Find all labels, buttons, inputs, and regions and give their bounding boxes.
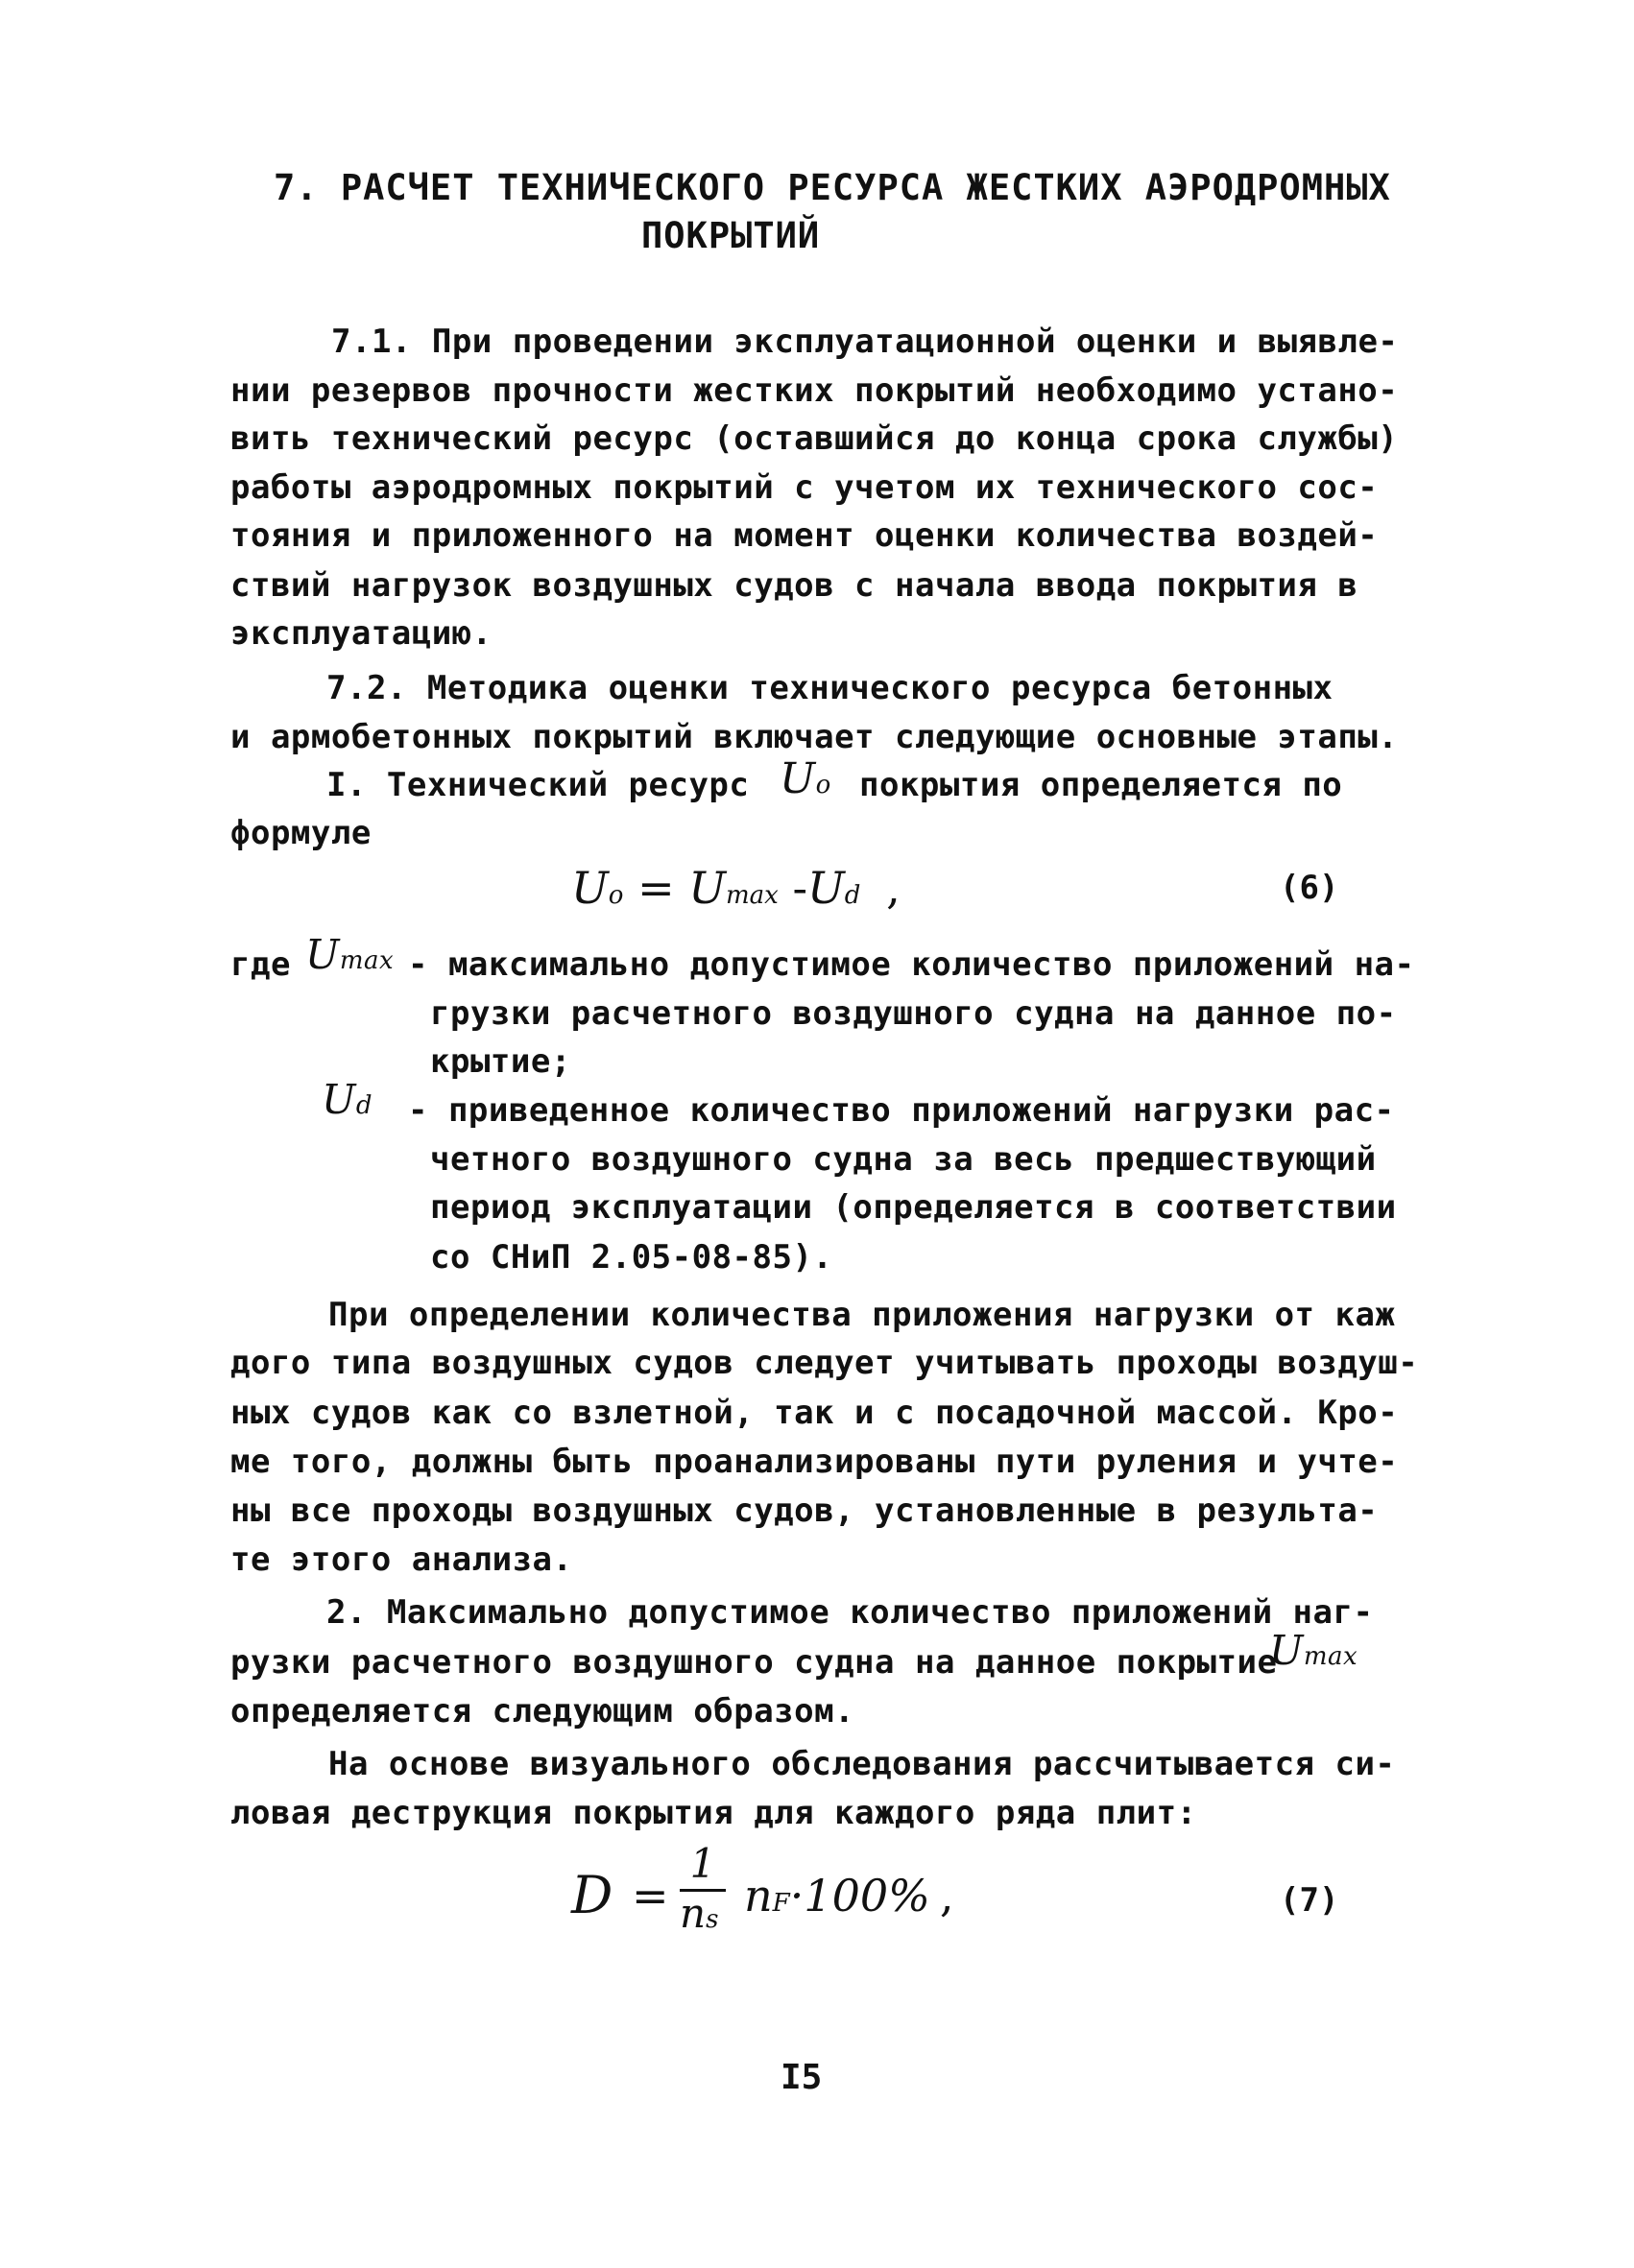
- definition-line: крытие;: [430, 1042, 571, 1081]
- definition-line: период эксплуатации (определяется в соответствии: [430, 1188, 1397, 1227]
- definition-line: - приведенное количество приложений нагрузки рас-: [408, 1091, 1395, 1130]
- paragraph-line: эксплуатацию.: [230, 614, 493, 653]
- where-lead: где: [230, 945, 291, 984]
- equation-6-number: (6): [1280, 869, 1339, 907]
- paragraph-line: 7.2. Методика оценки технического ресурса бетонных: [326, 669, 1334, 707]
- paragraph-line: 7.1. При проведении эксплуатационной оценки и выявле-: [331, 322, 1399, 361]
- paragraph-line: дого типа воздушных судов следует учитывать проходы воздуш-: [230, 1344, 1419, 1382]
- paragraph-line: те этого анализа.: [230, 1540, 573, 1579]
- page-number: I5: [781, 2058, 823, 2097]
- symbol-u-d: Ud: [322, 1076, 373, 1123]
- paragraph-line: вить технический ресурс (оставшийся до конца срока службы): [230, 419, 1399, 458]
- equation-7-equals: =: [632, 1870, 669, 1922]
- fraction-numerator: 1: [689, 1840, 716, 1887]
- symbol-u-max: Umax: [305, 931, 395, 978]
- equation-7-rhs: nF·100% ,: [744, 1870, 954, 1922]
- paragraph-line: тояния и приложенного на момент оценки количества воздей-: [230, 516, 1379, 555]
- symbol-u-o: Uo: [780, 754, 831, 803]
- paragraph-line: При определении количества приложения нагрузки от каж: [328, 1296, 1396, 1334]
- step-2-line3: определяется следующим образом.: [230, 1692, 855, 1731]
- definition-line: - максимально допустимое количество приложений на-: [408, 945, 1415, 984]
- symbol-u-max: Umax: [1269, 1627, 1358, 1674]
- equation-7-number: (7): [1280, 1881, 1339, 1920]
- equation-7-lhs: D: [571, 1865, 613, 1925]
- equation-6-expression: Uo = Umax -Ud ,: [571, 862, 901, 914]
- paragraph-line: ловая деструкция покрытия для каждого ряда плит:: [230, 1794, 1197, 1832]
- step-1-line2: формуле: [230, 814, 372, 852]
- definition-line: грузки расчетного воздушного судна на данное по-: [430, 994, 1397, 1033]
- step-2-line1: 2. Максимально допустимое количество приложений наг-: [326, 1593, 1374, 1632]
- paragraph-line: работы аэродромных покрытий с учетом их технического сос-: [230, 468, 1379, 507]
- step-1-text-before: I. Технический ресурс: [326, 766, 750, 804]
- section-title-line2: ПОКРЫТИЙ: [641, 215, 821, 256]
- paragraph-line: нии резервов прочности жестких покрытий необходимо устано-: [230, 371, 1399, 410]
- paragraph-line: ны все проходы воздушных судов, установленные в результа-: [230, 1492, 1379, 1530]
- definition-line: со СНиП 2.05-08-85).: [430, 1238, 833, 1277]
- section-title-line1: 7. РАСЧЕТ ТЕХНИЧЕСКОГО РЕСУРСА ЖЕСТКИХ АЭРОДРОМНЫХ: [274, 167, 1391, 208]
- paragraph-line: На основе визуального обследования рассчитывается си-: [328, 1745, 1396, 1783]
- step-1-text-after: покрытия определяется по: [859, 766, 1343, 804]
- definition-line: четного воздушного судна за весь предшествующий: [430, 1140, 1377, 1179]
- paragraph-line: ствий нагрузок воздушных судов с начала ввода покрытия в: [230, 566, 1358, 605]
- paragraph-line: ных судов как со взлетной, так и с посадочной массой. Кро-: [230, 1394, 1399, 1432]
- paragraph-line: ме того, должны быть проанализированы пути руления и учте-: [230, 1443, 1399, 1481]
- paragraph-line: и армобетонных покрытий включает следующие основные этапы.: [230, 718, 1399, 756]
- fraction-denominator: ns: [680, 1890, 719, 1937]
- step-2-line2: рузки расчетного воздушного судна на данное покрытие: [230, 1643, 1278, 1682]
